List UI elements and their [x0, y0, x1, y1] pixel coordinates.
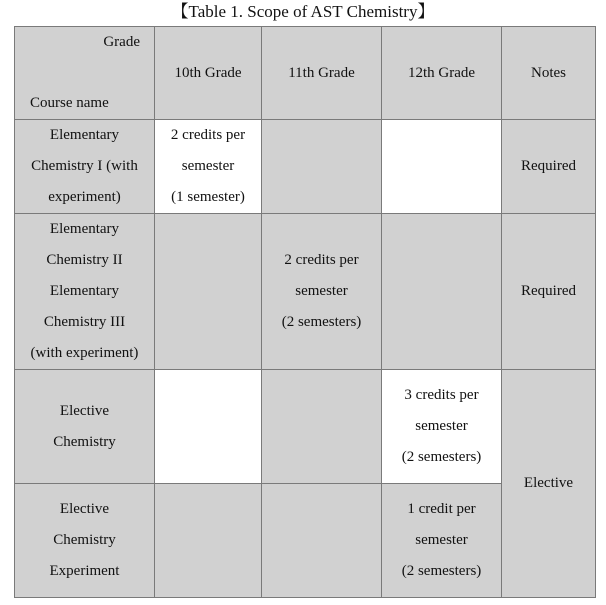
grade-11-cell — [262, 484, 382, 598]
grade-10-cell — [155, 370, 262, 484]
credit-line: 2 credits per — [170, 127, 246, 143]
course-line: Elective — [59, 402, 110, 419]
grade-12-cell — [382, 120, 502, 214]
course-line: Chemistry — [53, 433, 116, 450]
header-notes: Notes — [502, 27, 596, 120]
course-line: Chemistry I (with — [31, 158, 138, 174]
credit-line: 2 credits per — [284, 252, 359, 268]
credit-line: semester — [415, 418, 468, 434]
table-row — [15, 370, 596, 484]
course-name-cell — [15, 370, 155, 484]
header-12th-grade: 12th Grade — [382, 27, 502, 120]
credit-line: semester — [295, 283, 348, 299]
header-grade-label: Grade — [103, 34, 140, 50]
header-10th-grade: 10th Grade — [155, 27, 262, 120]
course-line: (with experiment) — [30, 345, 139, 361]
header-course-label: Course name — [30, 95, 109, 111]
credit-line: (1 semester) — [171, 189, 245, 205]
grade-10-cell — [155, 120, 262, 214]
course-line: Experiment — [49, 563, 120, 579]
grade-10-cell — [155, 214, 262, 370]
course-line: Chemistry — [53, 532, 116, 548]
course-name-cell — [15, 120, 155, 214]
grade-11-cell — [262, 214, 382, 370]
notes-cell: Required — [502, 214, 596, 370]
course-line: Chemistry III — [43, 314, 126, 330]
grade-11-cell — [262, 120, 382, 214]
table-row — [15, 120, 596, 214]
grade-12-cell — [382, 370, 502, 484]
grade-12-cell — [382, 214, 502, 370]
header-corner-cell — [15, 27, 155, 120]
credit-line: semester — [181, 158, 235, 174]
table-header-row — [15, 27, 596, 120]
course-line: Elementary — [49, 221, 120, 237]
course-name-cell — [15, 484, 155, 598]
notes-cell: Required — [502, 120, 596, 214]
table-title: 【Table 1. Scope of AST Chemistry】 — [171, 2, 435, 21]
grade-12-cell — [382, 484, 502, 598]
grade-10-cell — [155, 484, 262, 598]
credit-line: (2 semesters) — [401, 563, 482, 579]
credit-line: semester — [415, 532, 468, 548]
grade-11-cell — [262, 370, 382, 484]
header-11th-grade: 11th Grade — [262, 27, 382, 120]
table-row — [15, 214, 596, 370]
credit-line: (2 semesters) — [281, 314, 362, 330]
notes-cell: Elective — [502, 370, 596, 598]
course-line: experiment) — [48, 189, 121, 205]
course-line: Elementary — [49, 127, 120, 143]
credit-line: (2 semesters) — [401, 449, 482, 465]
scope-table — [14, 26, 596, 598]
credit-line: 3 credits per — [404, 387, 479, 403]
course-name-cell — [15, 214, 155, 370]
course-line: Elective — [59, 501, 110, 517]
course-line: Elementary — [49, 283, 120, 299]
course-line: Chemistry II — [46, 252, 123, 268]
credit-line: 1 credit per — [407, 501, 476, 517]
